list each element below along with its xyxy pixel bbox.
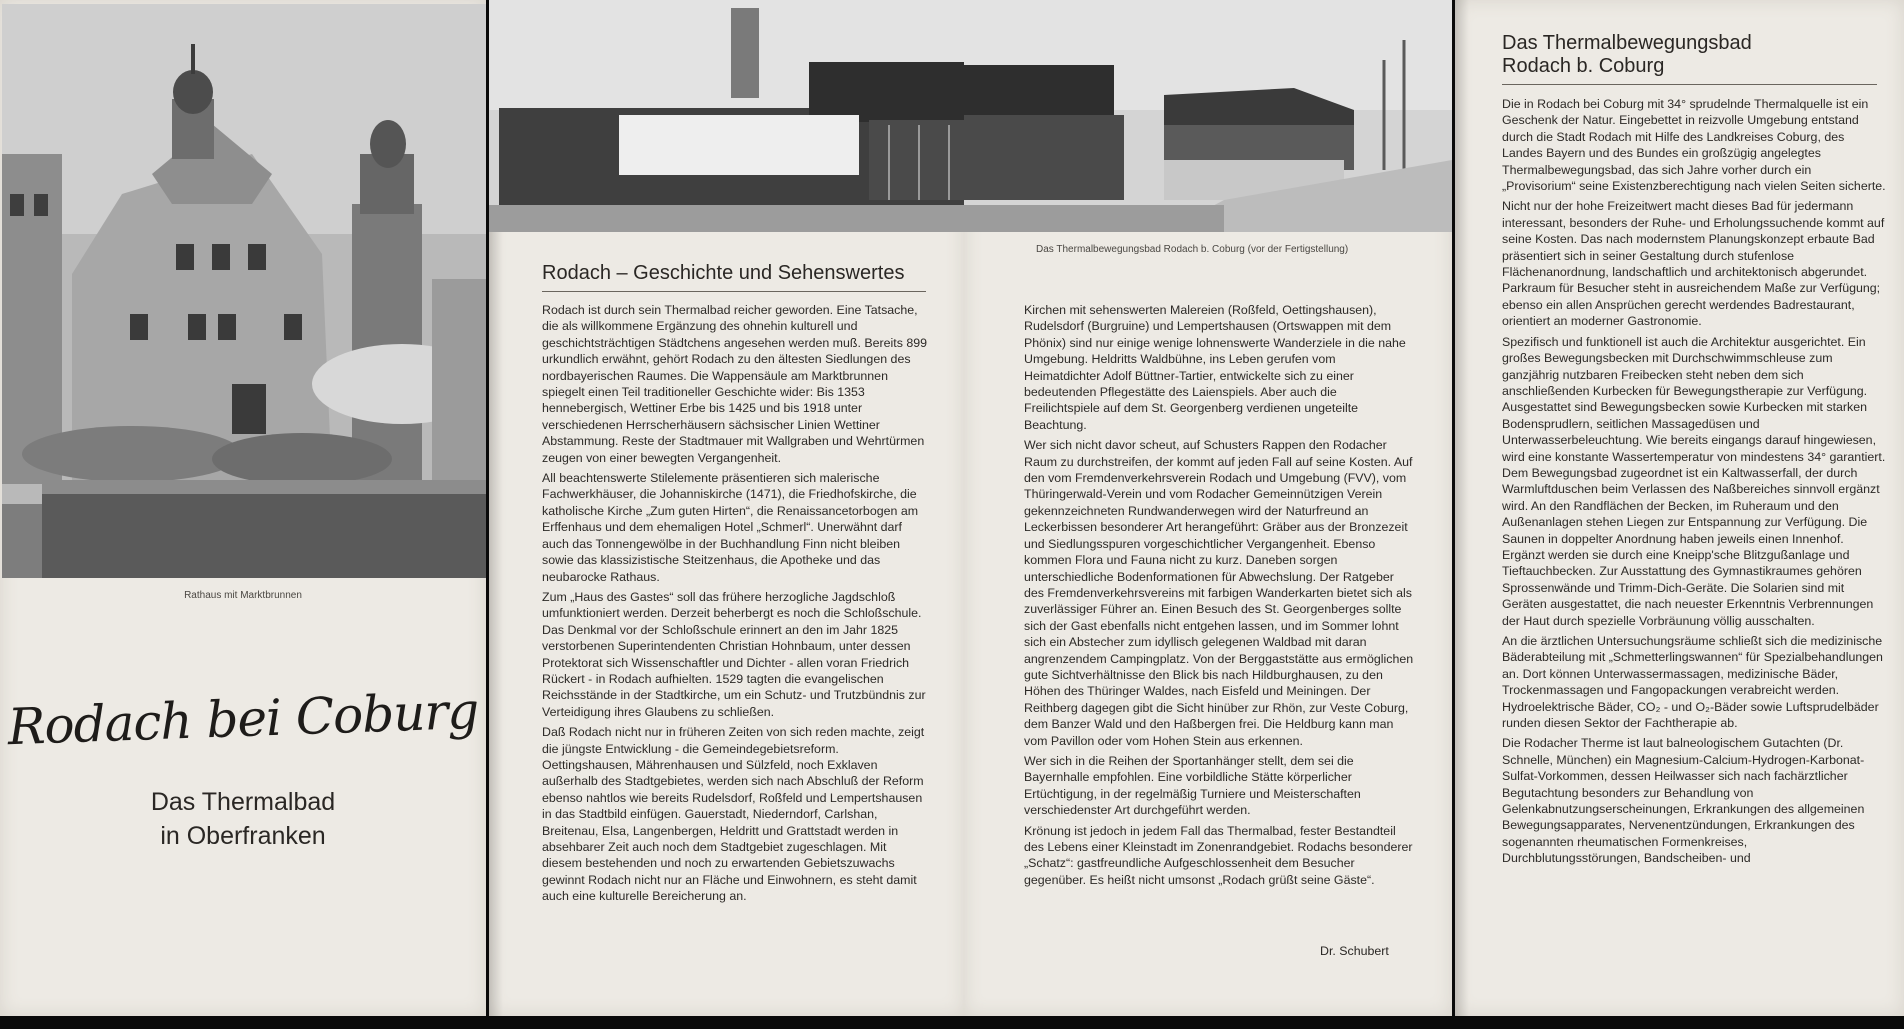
- history-heading: Rodach – Geschichte und Sehenswertes: [542, 262, 926, 292]
- paragraph: Zum „Haus des Gastes“ soll das frühere herzogliche Jagdschloß umfunktioniert werden. Derzeit beherbergt es noch die Schloßschule. Das Denkmal vor der Schloßschule erinnert an den im Jahr 1825 verstorbenen Superintendenten Christian Hohnbaum, unter dessen Protektorat sich Wissenschaftler und Dichter - allen voran Friedrich Rückert - in Rodach aufhielten. 1529 tagten die evangelischen Reichsstände in der Stadtkirche, um ein Schutz- und Trutzbündnis zur Verteidigung ihres Glaubens zu schließen.: [542, 589, 926, 719]
- cover-panel: [0, 0, 486, 1016]
- author-signature: Dr. Schubert: [1320, 944, 1389, 958]
- cover-photo-caption: Rathaus mit Marktbrunnen: [184, 590, 302, 601]
- paragraph: Wer sich nicht davor scheut, auf Schusters Rappen den Rodacher Raum zu durchstreifen, der kommt auf jeden Fall auf seine Kosten. Auf den vom Fremdenverkehrsverein Rodach und Umgebung (FVV), vom Thüringerwald-Verein und vom Rodacher Gemeinnützigen Verein gekennzeichneten Rundwanderwegen wird der Naturfreund an Leckerbissen besonderer Art herangeführt: Gräber aus der Bronzezeit und Siedlungsspuren vorgeschichtlicher Vergangenheit. Ebenso kommen Flora und Fauna nicht zu kurz. Daneben sorgen unterschiedliche Bodenformationen für Abwechslung. Der Ratgeber des Fremdenverkehrsvereins mit farbigen Wanderkarten bietet sich als zuverlässiger Führer an. Einen Besuch des St. Georgenberges sollte sich der Gast ebenfalls nicht entgehen lassen, und im Sommer lohnt sich ein Abstecher zum idyllisch gelegenen Waldbad mit daran angrenzendem Campingplatz. Von der Berggaststätte aus ermöglichen gute Sichtverhältnisse den Blick bis nach Hildburghausen, zu den Höhen des Thüringer Waldes, nach Eisfeld und Meiningen. Der Reithberg dagegen gibt die Sicht hinüber zur Rhön, zur Veste Coburg, dem Banzer Wald und den Haßbergen frei. Die Heldburg kann man vom Pavillon oder vom Hohen Stein aus erkennen.: [1024, 438, 1414, 748]
- thermal-bath-illustration: [489, 0, 964, 232]
- paragraph: Kirchen mit sehenswerten Malereien (Roßfeld, Oettingshausen), Rudelsdorf (Burgruine) und Lempertshausen (Ortswappen mit dem Phönix) sind nur einige wenige lohnenswerte Wanderziele in die nahe Umgebung. Heldritts Waldbühne, ins Leben gerufen vom Heimatdichter Adolf Büttner-Tartier, entwickelte sich zu einer bedeutenden Pflegestätte des Laienspiels. Aber auch die Freilichtspiele auf dem St. Georgenberg verdienen ungeteilte Beachtung.: [1024, 303, 1406, 432]
- paragraph: Die Rodacher Therme ist laut balneologischem Gutachten (Dr. Schnelle, München) ein Magnesium-Calcium-Hydrogen-Karbonat-Sulfat-Vorkommen, dessen Heilwasser sich nach fachärztlicher Begutachtung besonders zur Behandlung von Gelenkabnutzungserscheinungen, Erkrankungen des allgemeinen Bewegungsapparates, Nervenentzündungen, Erkrankungen des sogenannten rheumatischen Formenkreises, Durchblutungsstörungen, Bandscheiben- und: [1502, 736, 1865, 866]
- paragraph: Rodach ist durch sein Thermalbad reicher geworden. Eine Tatsache, die als willkommene Ergänzung des ohnehin kulturell und geschichtsträchtigen Städtchens angesehen werden muß. Bereits 899 urkundlich erwähnt, gehört Rodach zu den ältesten Siedlungen des nordbayerischen Raumes. Die Wappensäule am Marktbrunnen spiegelt einen Teil traditioneller Geschichte wider: Bis 1353 hennebergisch, Wettiner Erbe bis 1425 und bis 1918 unter verschiedenen Herrscherhäusern sächsischer Linien Wettiner Abstammung. Reste der Stadtmauer mit Wallgraben und Wehrtürmen zeugen von einer bewegten Vergangenheit.: [542, 303, 928, 465]
- thermal-bath-illustration-right: [964, 0, 1452, 232]
- thermal-bath-photo-left: [489, 0, 964, 232]
- history-column-2: [1024, 302, 1414, 892]
- paragraph: An die ärztlichen Untersuchungsräume schließt sich die medizinische Bäderabteilung mit „Schmetterlingswannen“ für Spezialbehandlungen an. Dort können Unterwassermassagen, medizinische Bäder, Trockenmassagen und Fangopackungen verabreicht werden. Hydroelektrische Bäder, CO₂ - und O₂-Bäder sowie Luftsprudelbäder runden diesen Sektor der Fachtherapie ab.: [1502, 634, 1883, 731]
- thermal-bath-column: [1502, 96, 1886, 871]
- thermal-bath-panel: [1455, 0, 1904, 1016]
- history-panel: [489, 0, 964, 1016]
- paragraph: All beachtenswerte Stilelemente präsentieren sich malerische Fachwerkhäuser, die Johanniskirche (1471), die Friedhofskirche, die katholische Kirche „Zum guten Hirten“, die Renaissancetorbogen am Erffenhaus und dem ehemaligen Hotel „Schmerl“. Unerwähnt darf auch das Tonnengewölbe in der Buchhandlung Finn nicht bleiben sowie das klassizistische Steitzenhaus, die Apotheke und das neubarocke Rathaus.: [542, 471, 919, 584]
- history-column-1: [542, 302, 928, 909]
- paragraph: Nicht nur der hohe Freizeitwert macht dieses Bad für jedermann interessant, besonders der Ruhe- und Erholungssuchende kommt auf seine Kosten. Das nach modernstem Planungskonzept erbaute Bad präsentiert sich in seiner Gestaltung durch stufenlose Flächenanordnung, landschaftlich und architektonisch abgerundet. Parkraum für Besucher steht in ausreichendem Maße zur Verfügung; ebenso ein allen Ansprüchen gerecht werdendes Badrestaurant, orientiert an moderner Gastronomie.: [1502, 199, 1885, 329]
- thermal-bath-heading: [1502, 32, 1877, 85]
- fold-shadow: [1455, 0, 1469, 1016]
- town-hall-photo: [2, 4, 486, 578]
- cover-script-title: Rodach bei Coburg: [6, 681, 480, 757]
- cover-subtitle-line2: in Oberfranken: [160, 822, 326, 850]
- heading-line-1: Das Thermalbewegungsbad: [1502, 32, 1752, 54]
- sights-panel: [964, 0, 1452, 1016]
- paragraph: Wer sich in die Reihen der Sportanhänger stellt, dem sei die Bayernhalle empfohlen. Eine vorbildliche Stätte körperlicher Ertüchtigung, in der regelmäßig Turniere und Meisterschaften verschiedenster Art durchgeführt werden.: [1024, 753, 1361, 818]
- thermal-bath-photo-right: [964, 0, 1452, 232]
- town-hall-illustration: [2, 4, 486, 578]
- heading-line-2: Rodach b. Coburg: [1502, 55, 1665, 77]
- paragraph: Daß Rodach nicht nur in früheren Zeiten von sich reden machte, zeigt die jüngste Entwicklung - die Gemeindegebietsreform. Oettingshausen, Mährenhausen und Sülzfeld, noch Exklaven außerhalb des Stadtgebietes, werden sich nach Abschluß der Reform ebenso nahtlos wie bereits Rudelsdorf, Roßfeld und Lempertshausen in das Stadtbild einfügen. Gauerstadt, Niederndorf, Carlshan, Breitenau, Elsa, Langenbergen, Heldritt und Grattstadt werden in absehbarer Zeit auch noch dem Stadtgebiet zugeschlagen. Mit diesem bestehenden und noch zu erwartenden Gebietszuwachs gewinnt Rodach nicht nur an Fläche und Einwohnern, es steht damit auch eine kulturelle Bereicherung an.: [542, 725, 925, 904]
- cover-subtitle-line1: Das Thermalbad: [150, 788, 336, 816]
- paragraph: Die in Rodach bei Coburg mit 34° sprudelnde Thermalquelle ist ein Geschenk der Natur. Eingebettet in reizvolle Umgebung entstand durch die Stadt Rodach mit Hilfe des Landkreises Coburg, des Landes Bayern und des Bundes ein großzügig angelegtes Thermalbewegungsbad, das sich Jahre vorher durch ein „Provisorium“ seine Existenzberechtigung nach vielen Seiten sicherte.: [1502, 97, 1886, 194]
- paragraph: Spezifisch und funktionell ist auch die Architektur ausgerichtet. Ein großes Bewegungsbecken mit Durchschwimmschleuse zum ganzjährig nutzbaren Freibecken steht neben dem sich anschließenden Kurbecken für Bewegungstherapie zur Verfügung. Ausgestattet sind Bewegungsbecken sowie Kurbecken mit starken Bodensprudlern, seitlichen Massagedüsen und Unterwasserbeleuchtung. Wie bereits eingangs darauf hingewiesen, wird eine konstante Wassertemperatur von mindestens 34° garantiert. Dem Bewegungsbad zugeordnet ist ein Kaltwasserfall, der durch Warmluftduschen beim Verlassen des Naßbereiches sinnvoll ergänzt wird. An den Randflächen der Becken, im Ruheraum und den Außenanlagen stehen Liegen zur Entspannung zur Verfügung. Die Saunen in doppelter Anordnung haben jeweils einen Innenhof. Ergänzt werden sie durch eine Kneipp'sche Blitzgußanlage und Tieftauchbecken. Zur Ausstattung des Gymnastikraumes gehören Sprossenwände und Trimm-Dich-Geräte. Die Solarien sind mit Geräten ausgestattet, die nach neuester Erkenntnis Verbrennungen der Haut durch spezielle Vorbräunung völlig ausschalten.: [1502, 334, 1886, 628]
- paragraph: Krönung ist jedoch in jedem Fall das Thermalbad, fester Bestandteil des Lebens einer Kleinstadt im Zonenrandgebiet. Rodachs besonderer „Schatz“: gastfreundliche Aufgeschlossenheit dem Besucher gegenüber. Es heißt nicht umsonst „Rodach grüßt seine Gäste“.: [1024, 823, 1413, 887]
- thermal-bath-photo-caption: Das Thermalbewegungsbad Rodach b. Coburg (vor der Fertigstellung): [1036, 244, 1349, 255]
